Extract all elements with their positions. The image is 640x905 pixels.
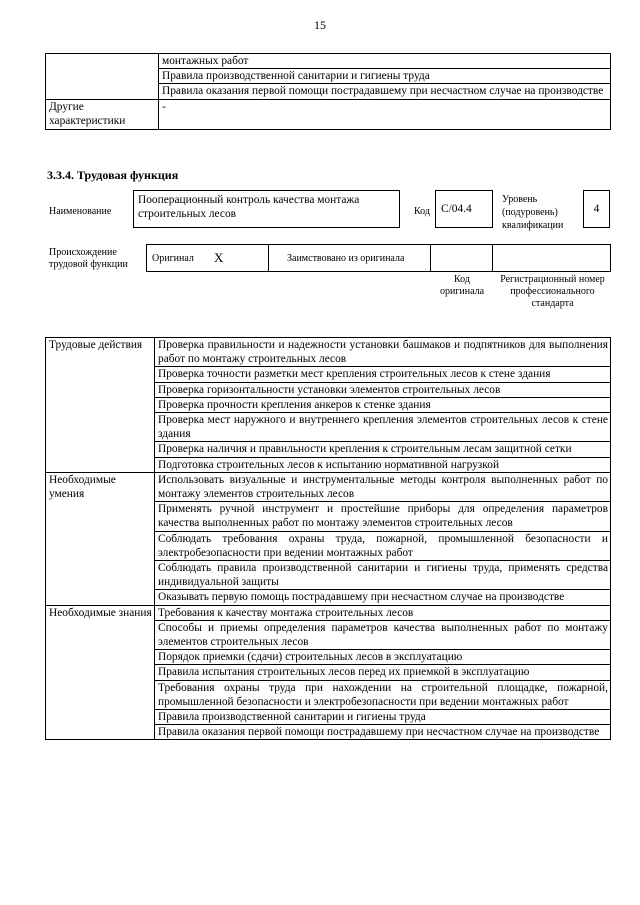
table-cell: Правила производственной санитарии и гигиены труда xyxy=(159,69,611,84)
list-item: Проверка горизонтальности установки элементов строительных лесов xyxy=(155,382,611,397)
list-item: Соблюдать требования охраны труда, пожарной, промышленной безопасности и электробезопасности при ведении монтажных работ xyxy=(155,531,611,560)
other-characteristics-value: - xyxy=(159,99,611,129)
function-details-table xyxy=(45,337,611,740)
list-item: Соблюдать правила производственной санитарии и гигиены труда, применять средства индивидуальной защиты xyxy=(155,561,611,590)
level-box: 4 xyxy=(583,190,610,228)
original-mark: X xyxy=(214,250,224,265)
list-item: Проверка мест наружного и внутреннего крепления элементов строительных лесов к стене здания xyxy=(155,413,611,442)
list-item: Порядок приемки (сдачи) строительных лесов в эксплуатацию xyxy=(155,650,611,665)
list-item: Правила испытания строительных лесов перед их приемкой в эксплуатацию xyxy=(155,665,611,680)
list-item: Использовать визуальные и инструментальные методы контроля выполненных работ по монтажу элементов строительных лесов xyxy=(155,472,611,501)
list-item: Подготовка строительных лесов к испытанию нормативной нагрузкой xyxy=(155,457,611,472)
list-item: Оказывать первую помощь пострадавшему при несчастном случае на производстве xyxy=(155,590,611,605)
list-item: Требования охраны труда при нахождении на строительной площадке, пожарной, промышленной безопасности и электробезопасности при ведении монтажных работ xyxy=(155,680,611,709)
section-title: 3.3.4. Трудовая функция xyxy=(47,168,179,182)
continuation-table xyxy=(45,53,611,130)
divider xyxy=(492,244,493,272)
list-item: Правила оказания первой помощи пострадавшему при несчастном случае на производстве xyxy=(155,725,611,740)
origin-label: Происхождение трудовой функции xyxy=(49,247,128,270)
table-row xyxy=(46,54,611,69)
level-label: Уровень (подуровень) квалификации xyxy=(502,194,564,231)
list-item: Проверка точности разметки мест крепления строительных лесов к стене здания xyxy=(155,367,611,382)
section-label: Необходимые умения xyxy=(46,472,155,605)
reg-number-caption: Регистрационный номер профессионального стандарта xyxy=(500,274,605,309)
code-label: Код xyxy=(414,206,430,217)
section-label: Трудовые действия xyxy=(46,338,155,473)
table-row xyxy=(46,338,611,367)
list-item: Проверка прочности крепления анкеров к стенке здания xyxy=(155,397,611,412)
page-number: 15 xyxy=(314,18,326,32)
empty-cell xyxy=(46,54,159,100)
list-item: Проверка правильности и надежности установки башмаков и подпятников для выполнения работ по монтажу строительных лесов xyxy=(155,338,611,367)
code-box: С/04.4 xyxy=(435,190,493,228)
table-cell: Правила оказания первой помощи пострадавшему при несчастном случае на производстве xyxy=(159,84,611,99)
divider xyxy=(430,244,431,272)
name-label: Наименование xyxy=(49,206,112,217)
section-label: Необходимые знания xyxy=(46,605,155,740)
table-row xyxy=(46,472,611,501)
list-item: Применять ручной инструмент и простейшие приборы для определения параметров качества выполненных работ по монтажу элементов строительных лесов xyxy=(155,502,611,531)
table-cell: монтажных работ xyxy=(159,54,611,69)
list-item: Требования к качеству монтажа строительных лесов xyxy=(155,605,611,620)
table-row xyxy=(46,605,611,620)
borrowed-label: Заимствовано из оригинала xyxy=(287,253,405,264)
original-label: Оригинал xyxy=(152,253,194,264)
list-item: Правила производственной санитарии и гигиены труда xyxy=(155,710,611,725)
code-origin-caption: Код оригинала xyxy=(439,274,485,297)
list-item: Способы и приемы определения параметров качества выполненных работ по монтажу элементов строительных лесов xyxy=(155,620,611,649)
divider xyxy=(268,244,269,272)
list-item: Проверка наличия и правильности крепления к строительным лесам защитной сетки xyxy=(155,442,611,457)
other-characteristics-label: Другие характеристики xyxy=(46,99,159,129)
table-row xyxy=(46,99,611,129)
function-name-box: Пооперационный контроль качества монтажа строительных лесов xyxy=(133,190,400,228)
